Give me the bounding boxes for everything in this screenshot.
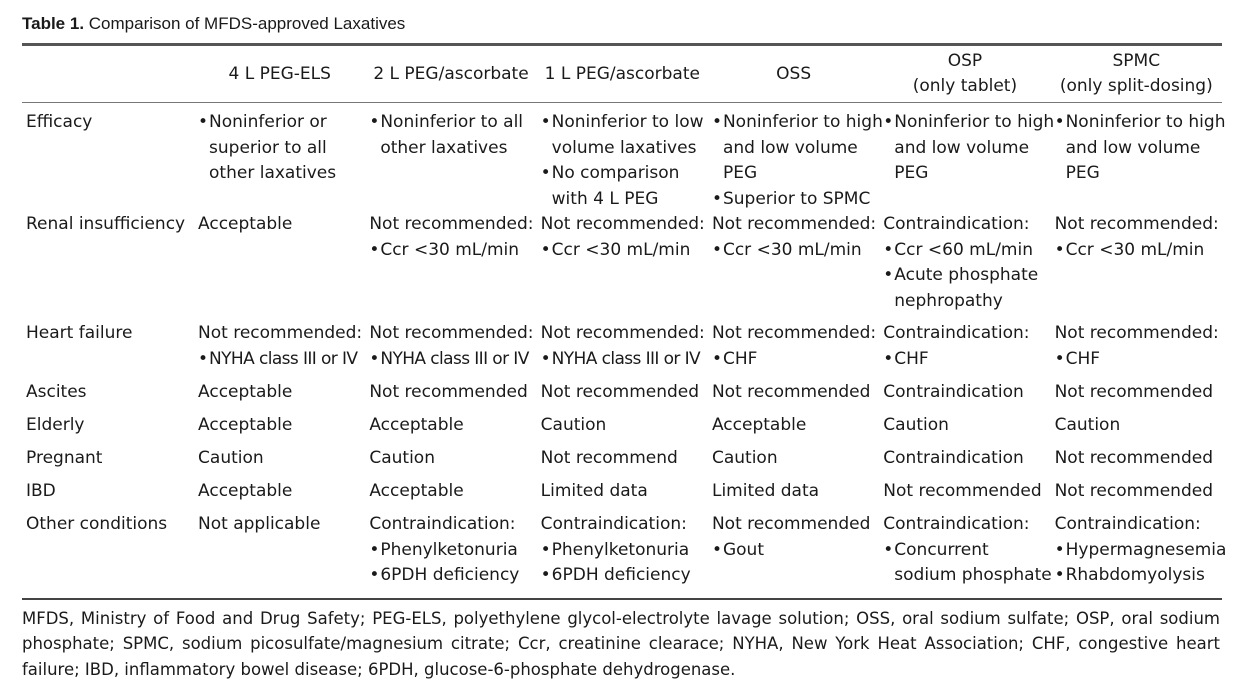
cell-pregnant-peg1: Not recommend	[540, 448, 678, 468]
header-oss-label: OSS	[776, 63, 812, 84]
cell-pregnant-peg4: Caution	[198, 448, 264, 468]
cell-pregnant-peg2: Caution	[369, 448, 435, 468]
cell-efficacy-peg2: •Noninferior to all other laxatives	[369, 112, 524, 158]
cell-elderly-oss: Acceptable	[711, 415, 807, 435]
cell-ascites-peg2: Not recommended	[369, 382, 528, 402]
header-peg1	[537, 46, 708, 102]
row-label-renal: Renal insufficiency	[26, 214, 186, 234]
cell-heart-osp: Contraindication: •CHF	[883, 323, 1030, 369]
row-label-heart: Heart failure	[26, 323, 133, 343]
bottom-rule	[22, 598, 1222, 600]
cell-elderly-osp: Caution	[883, 415, 949, 435]
cell-other-peg2: Contraindication: •Phenylketonuria •6PDH deficiency	[369, 514, 520, 585]
table-row-efficacy	[22, 102, 1222, 212]
table-row-ascites	[22, 380, 1222, 413]
header-osp-label: OSP	[947, 51, 983, 71]
cell-other-peg4: Not applicable	[198, 514, 321, 534]
cell-ascites-osp: Contraindication	[883, 382, 1024, 402]
row-label-ascites: Ascites	[26, 382, 87, 402]
table-row-other	[22, 512, 1222, 589]
row-label-other: Other conditions	[26, 514, 168, 534]
cell-heart-peg4: Not recommended: •NYHA class III or IV	[198, 323, 363, 369]
cell-ibd-peg1: Limited data	[540, 481, 648, 501]
cell-pregnant-osp: Contraindication	[883, 448, 1024, 468]
cell-renal-peg1: Not recommended: •Ccr <30 mL/min	[540, 214, 705, 260]
caption-text: Comparison of MFDS-approved Laxatives	[84, 14, 406, 33]
row-label-efficacy: Efficacy	[26, 112, 93, 132]
cell-ibd-oss: Limited data	[711, 481, 820, 501]
header-spmc-label: SPMC	[1112, 51, 1161, 71]
header-empty	[22, 46, 194, 102]
table-row-pregnant	[22, 446, 1222, 479]
header-spmc	[1051, 46, 1222, 102]
table-row-ibd	[22, 479, 1222, 512]
cell-renal-spmc: Not recommended: •Ccr <30 mL/min	[1054, 214, 1219, 260]
cell-pregnant-oss: Caution	[711, 448, 778, 468]
cell-elderly-peg1: Caution	[540, 415, 607, 435]
cell-other-osp: Contraindication: •Concurrent sodium phosphate	[883, 514, 1052, 585]
cell-pregnant-spmc: Not recommended	[1054, 448, 1213, 468]
cell-efficacy-spmc: •Noninferior to high and low volume PEG	[1054, 112, 1226, 183]
cell-efficacy-oss: •Noninferior to high and low volume PEG •Superior to SPMC	[711, 112, 883, 209]
table-row-renal	[22, 212, 1222, 321]
cell-elderly-peg2: Acceptable	[369, 415, 464, 435]
header-oss	[708, 46, 879, 102]
row-label-elderly: Elderly	[26, 415, 85, 435]
cell-other-spmc: Contraindication: •Hypermagnesemia •Rhabdomyolysis	[1054, 514, 1227, 585]
table-row-elderly	[22, 413, 1222, 446]
cell-heart-spmc: Not recommended: •CHF	[1054, 323, 1219, 369]
cell-efficacy-peg1: •Noninferior to low volume laxatives •No comparison with 4 L PEG	[540, 112, 704, 209]
header-spmc-sub: (only split-dosing)	[1059, 76, 1213, 96]
row-label-ibd: IBD	[26, 481, 56, 501]
cell-other-oss: Not recommended •Gout	[711, 514, 871, 560]
caption-label: Table 1.	[22, 14, 85, 33]
cell-renal-peg2: Not recommended: •Ccr <30 mL/min	[369, 214, 534, 260]
header-row	[22, 46, 1222, 102]
header-peg2	[365, 46, 536, 102]
cell-renal-osp: Contraindication: •Ccr <60 mL/min •Acute phosphate nephropathy	[883, 214, 1039, 311]
cell-heart-peg1: Not recommended: •NYHA class III or IV	[540, 323, 705, 369]
table-footnote: MFDS, Ministry of Food and Drug Safety; PEG-ELS, polyethylene glycol-electrolyte lavage solution; OSS, oral sodium sulfate; OSP, oral sodium phosphate; SPMC, sodium picosulfate/magnesium citrate; Ccr, creatinine clearace; NYHA, New York Heat Association; CHF, congestive heart failure; IBD, inflammatory bowel disease; 6PDH, glucose-6-phosphate dehydrogenase.	[22, 609, 1220, 679]
header-osp	[879, 46, 1050, 102]
header-peg2-label: 2 L PEG/ascorbate	[373, 63, 529, 84]
cell-ascites-peg4: Acceptable	[198, 382, 293, 402]
cell-ascites-oss: Not recommended	[711, 382, 871, 402]
cell-ibd-osp: Not recommended	[883, 481, 1042, 501]
laxatives-table	[22, 46, 1227, 589]
cell-ibd-peg2: Acceptable	[369, 481, 464, 501]
header-osp-sub: (only tablet)	[912, 76, 1018, 96]
cell-ibd-spmc: Not recommended	[1054, 481, 1213, 501]
header-peg4	[194, 46, 365, 102]
cell-efficacy-osp: •Noninferior to high and low volume PEG	[883, 112, 1055, 183]
cell-elderly-spmc: Caution	[1054, 415, 1121, 435]
cell-ascites-peg1: Not recommended	[540, 382, 700, 402]
cell-heart-oss: Not recommended: •CHF	[711, 323, 877, 369]
header-peg1-label: 1 L PEG/ascorbate	[544, 63, 700, 84]
cell-renal-oss: Not recommended: •Ccr <30 mL/min	[711, 214, 877, 260]
cell-efficacy-peg4: •Noninferior or superior to all other laxatives	[198, 112, 337, 183]
table-caption	[22, 12, 405, 36]
cell-renal-peg4: Acceptable	[198, 214, 293, 234]
cell-ascites-spmc: Not recommended	[1054, 382, 1213, 402]
cell-ibd-peg4: Acceptable	[198, 481, 293, 501]
table-row-heart	[22, 321, 1222, 380]
cell-elderly-peg4: Acceptable	[198, 415, 293, 435]
row-label-pregnant: Pregnant	[26, 448, 103, 468]
header-peg4-label: 4 L PEG-ELS	[228, 63, 331, 84]
cell-heart-peg2: Not recommended: •NYHA class III or IV	[369, 323, 534, 369]
cell-other-peg1: Contraindication: •Phenylketonuria •6PDH deficiency	[540, 514, 691, 585]
